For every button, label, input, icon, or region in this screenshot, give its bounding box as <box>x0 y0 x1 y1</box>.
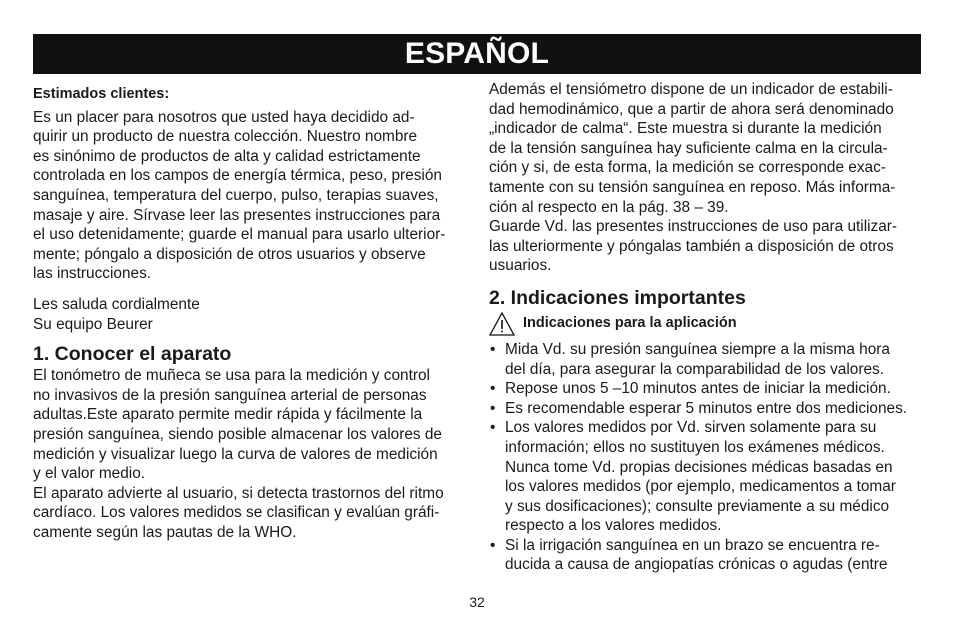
page-number: 32 <box>469 594 485 610</box>
language-banner <box>33 34 921 74</box>
signature-line: Su equipo Beurer <box>33 315 153 333</box>
text-line: el uso detenidamente; guarde el manual para usarlo ulterior- <box>33 226 446 244</box>
text-line: usuarios. <box>489 257 552 275</box>
text-line: Nunca tome Vd. propias decisiones médicas basadas en <box>505 458 893 476</box>
text-line: adultas.Este aparato permite medir rápida y fácilmente la <box>33 406 423 424</box>
stability-indicator-paragraph <box>489 80 929 276</box>
text-line: camente según las pautas de la WHO. <box>33 523 297 541</box>
text-line: Guarde Vd. las presentes instrucciones de uso para utilizar- <box>489 218 898 236</box>
text-line: Es recomendable esperar 5 minutos entre dos mediciones. <box>505 399 908 417</box>
bullet-marker: • <box>490 340 496 358</box>
spacer <box>33 284 465 295</box>
greeting: Estimados clientes: <box>33 86 170 102</box>
text-line: y sus dosificaciones); consulte previamente a su médico <box>505 497 890 515</box>
text-line: mente; póngalo a disposición de otros usuarios y observe <box>33 245 426 263</box>
right-column <box>489 80 929 575</box>
bullet-marker: • <box>490 380 496 398</box>
text-line: Mida Vd. su presión sanguínea siempre a la misma hora <box>505 340 890 358</box>
text-line: masaje y aire. Sírvase leer las presentes instrucciones para <box>33 206 441 224</box>
text-line: ción y si, de esta forma, la medición se corresponde exac- <box>489 159 886 177</box>
closing-line: Les saluda cordialmente <box>33 295 200 313</box>
text-line: respecto a los valores medidos. <box>505 517 722 535</box>
text-line: dad hemodinámico, que a partir de ahora será denominado <box>489 100 894 118</box>
section-2-heading: 2. Indicaciones importantes <box>489 286 746 309</box>
intro-paragraph <box>33 108 465 284</box>
closing <box>33 295 465 334</box>
usage-indications-list <box>489 340 929 575</box>
warning-title: Indicaciones para la aplicación <box>523 315 737 332</box>
list-item <box>489 399 929 419</box>
bullet-marker: • <box>490 536 496 554</box>
list-item <box>489 418 929 536</box>
banner-title: ESPAÑOL <box>404 37 550 70</box>
warning-triangle-icon <box>489 312 515 336</box>
list-item <box>489 536 929 575</box>
text-line: de la tensión sanguínea hay suficiente calma en la circula- <box>489 139 888 157</box>
text-line: es sinónimo de productos de alta y calidad estrictamente <box>33 147 421 165</box>
text-line: Los valores medidos por Vd. sirven solamente para su <box>505 419 877 437</box>
text-line: los valores medidos (por ejemplo, medicamentos a tomar <box>505 478 896 496</box>
text-line: y el valor medio. <box>33 465 146 483</box>
text-line: „indicador de calma“. Este muestra si durante la medición <box>489 120 882 138</box>
text-line: las instrucciones. <box>33 265 152 283</box>
text-line: del día, para asegurar la comparabilidad de los valores. <box>505 360 885 378</box>
list-item <box>489 379 929 399</box>
text-line: controlada en los campos de energía térmica, peso, presión <box>33 167 442 185</box>
spacer <box>33 334 465 342</box>
text-line: Si la irrigación sanguínea en un brazo se encuentra re- <box>505 536 880 554</box>
text-line: Es un placer para nosotros que usted haya decidido ad- <box>33 108 415 126</box>
text-line: ción al respecto en la pág. 38 – 39. <box>489 198 729 216</box>
left-column <box>33 80 465 542</box>
text-line: Repose unos 5 –10 minutos antes de iniciar la medición. <box>505 380 891 398</box>
text-line: El aparato advierte al usuario, si detecta trastornos del ritmo <box>33 484 444 502</box>
section-1-body <box>33 366 465 542</box>
text-line: ducida a causa de angiopatías crónicas o agudas (entre <box>505 556 888 574</box>
bullet-marker: • <box>490 419 496 437</box>
text-line: tamente con su tensión sanguínea en reposo. Más informa- <box>489 178 896 196</box>
text-line: información; ellos no sustituyen los exámenes médicos. <box>505 438 885 456</box>
text-line: sanguínea, temperatura del cuerpo, pulso, terapias suaves, <box>33 186 439 204</box>
section-1-heading: 1. Conocer el aparato <box>33 343 232 366</box>
text-line: El tonómetro de muñeca se usa para la medición y control <box>33 367 430 385</box>
text-line: Además el tensiómetro dispone de un indicador de estabili- <box>489 81 893 98</box>
text-line: presión sanguínea, siendo posible almacenar los valores de <box>33 425 442 443</box>
bullet-marker: • <box>490 399 496 417</box>
warning-header <box>489 312 929 336</box>
text-line: cardíaco. Los valores medidos se clasifican y evalúan gráfi- <box>33 504 440 522</box>
list-item <box>489 340 929 379</box>
text-line: las ulteriormente y póngalas también a disposición de otros <box>489 237 894 255</box>
text-line: no invasivos de la presión sanguínea arterial de personas <box>33 386 427 404</box>
text-line: quirir un producto de nuestra colección. Nuestro nombre <box>33 128 418 146</box>
text-line: medición y visualizar luego la curva de valores de medición <box>33 445 438 463</box>
spacer <box>489 276 929 286</box>
